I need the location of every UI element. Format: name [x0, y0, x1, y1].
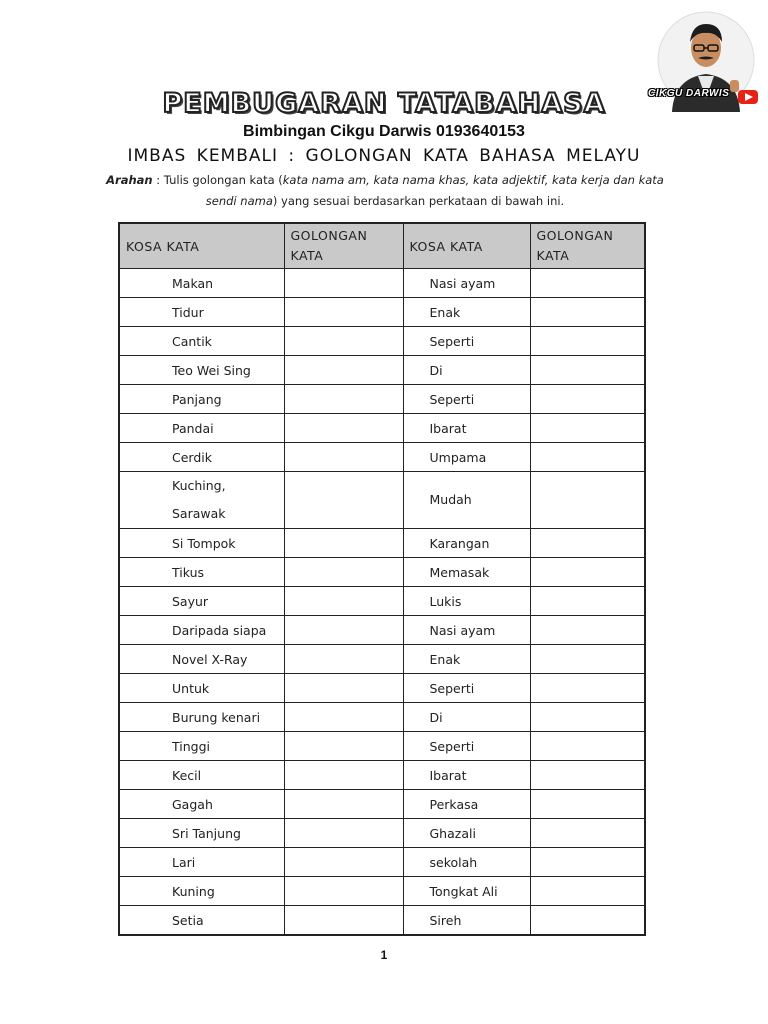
kosa-kata-cell: Ibarat	[403, 761, 530, 790]
page-subtitle: Bimbingan Cikgu Darwis 0193640153	[243, 123, 525, 140]
golongan-kata-answer-cell[interactable]	[530, 356, 645, 385]
golongan-kata-answer-cell[interactable]	[284, 414, 403, 443]
golongan-kata-answer-cell[interactable]	[530, 472, 645, 529]
kosa-kata-cell: Kuching, Sarawak	[119, 472, 284, 529]
kosa-kata-cell: Seperti	[403, 327, 530, 356]
kosa-kata-cell: Sireh	[403, 906, 530, 936]
kosa-kata-cell: Tikus	[119, 558, 284, 587]
table-row	[119, 703, 645, 732]
table-row	[119, 848, 645, 877]
kosa-kata-cell: Tinggi	[119, 732, 284, 761]
table-row	[119, 472, 645, 529]
kosa-kata-cell: Cerdik	[119, 443, 284, 472]
golongan-kata-answer-cell[interactable]	[530, 906, 645, 936]
kosa-kata-cell: Lukis	[403, 587, 530, 616]
table-row	[119, 732, 645, 761]
instruction-label: Arahan	[106, 173, 153, 187]
kosa-kata-cell: Cantik	[119, 327, 284, 356]
table-header-row	[119, 223, 645, 269]
kosa-kata-cell: Di	[403, 356, 530, 385]
kosa-kata-cell: Daripada siapa	[119, 616, 284, 645]
kosa-kata-cell: Novel X-Ray	[119, 645, 284, 674]
kosa-kata-cell: Karangan	[403, 529, 530, 558]
golongan-kata-answer-cell[interactable]	[284, 356, 403, 385]
kosa-kata-cell: Memasak	[403, 558, 530, 587]
table-row	[119, 443, 645, 472]
golongan-kata-answer-cell[interactable]	[530, 674, 645, 703]
kosa-kata-cell: Seperti	[403, 385, 530, 414]
header-golongan-kata-1: GOLONGAN KATA	[284, 223, 403, 269]
golongan-kata-answer-cell[interactable]	[530, 269, 645, 298]
golongan-kata-answer-cell[interactable]	[530, 616, 645, 645]
golongan-kata-answer-cell[interactable]	[284, 703, 403, 732]
kosa-kata-cell: Tidur	[119, 298, 284, 327]
kosa-kata-cell: Setia	[119, 906, 284, 936]
golongan-kata-answer-cell[interactable]	[284, 761, 403, 790]
table-row	[119, 385, 645, 414]
golongan-kata-answer-cell[interactable]	[284, 298, 403, 327]
golongan-kata-answer-cell[interactable]	[530, 848, 645, 877]
golongan-kata-answer-cell[interactable]	[530, 327, 645, 356]
table-row	[119, 761, 645, 790]
golongan-kata-answer-cell[interactable]	[284, 732, 403, 761]
word-class-table	[118, 222, 646, 936]
table-row	[119, 819, 645, 848]
golongan-kata-answer-cell[interactable]	[530, 732, 645, 761]
golongan-kata-answer-cell[interactable]	[530, 703, 645, 732]
golongan-kata-answer-cell[interactable]	[530, 790, 645, 819]
table-row	[119, 674, 645, 703]
table-row	[119, 587, 645, 616]
golongan-kata-answer-cell[interactable]	[284, 848, 403, 877]
golongan-kata-answer-cell[interactable]	[284, 327, 403, 356]
table-row	[119, 877, 645, 906]
kosa-kata-cell: Enak	[403, 298, 530, 327]
golongan-kata-answer-cell[interactable]	[284, 385, 403, 414]
instruction-part2: ) yang sesuai berdasarkan perkataan di bawah ini.	[272, 194, 565, 208]
golongan-kata-answer-cell[interactable]	[530, 877, 645, 906]
golongan-kata-answer-cell[interactable]	[284, 819, 403, 848]
table-row	[119, 327, 645, 356]
golongan-kata-answer-cell[interactable]	[530, 761, 645, 790]
kosa-kata-cell: Kuning	[119, 877, 284, 906]
golongan-kata-answer-cell[interactable]	[284, 269, 403, 298]
table-row	[119, 414, 645, 443]
golongan-kata-answer-cell[interactable]	[530, 443, 645, 472]
page-number: 1	[380, 948, 388, 962]
page-title: PEMBUGARAN TATABAHASA	[162, 88, 606, 119]
kosa-kata-cell: Umpama	[403, 443, 530, 472]
golongan-kata-answer-cell[interactable]	[284, 790, 403, 819]
kosa-kata-cell: Seperti	[403, 674, 530, 703]
table-row	[119, 298, 645, 327]
kosa-kata-cell: Makan	[119, 269, 284, 298]
table-row	[119, 269, 645, 298]
golongan-kata-answer-cell[interactable]	[284, 529, 403, 558]
header-kosa-kata-1: KOSA KATA	[119, 223, 284, 269]
golongan-kata-answer-cell[interactable]	[530, 645, 645, 674]
kosa-kata-cell: Tongkat Ali	[403, 877, 530, 906]
kosa-kata-cell: Kecil	[119, 761, 284, 790]
kosa-kata-cell: Perkasa	[403, 790, 530, 819]
header-kosa-kata-2: KOSA KATA	[403, 223, 530, 269]
kosa-kata-cell: Pandai	[119, 414, 284, 443]
golongan-kata-answer-cell[interactable]	[530, 587, 645, 616]
golongan-kata-answer-cell[interactable]	[284, 587, 403, 616]
kosa-kata-cell: Gagah	[119, 790, 284, 819]
table-row	[119, 356, 645, 385]
table-row	[119, 645, 645, 674]
golongan-kata-answer-cell[interactable]	[530, 298, 645, 327]
kosa-kata-cell: Sri Tanjung	[119, 819, 284, 848]
instruction-text	[90, 170, 680, 212]
table-row	[119, 558, 645, 587]
kosa-kata-cell: Ibarat	[403, 414, 530, 443]
golongan-kata-answer-cell[interactable]	[530, 414, 645, 443]
golongan-kata-answer-cell[interactable]	[530, 819, 645, 848]
kosa-kata-cell: Nasi ayam	[403, 616, 530, 645]
kosa-kata-cell: Panjang	[119, 385, 284, 414]
golongan-kata-answer-cell[interactable]	[530, 385, 645, 414]
golongan-kata-answer-cell[interactable]	[284, 558, 403, 587]
kosa-kata-cell: Di	[403, 703, 530, 732]
instruction-kinds: kata nama am, kata nama khas, kata adjektif, kata kerja dan kata sendi nama	[205, 173, 664, 208]
logo-text: CIKGU DARWIS	[648, 88, 730, 99]
golongan-kata-answer-cell[interactable]	[530, 558, 645, 587]
table-row	[119, 529, 645, 558]
section-heading: IMBAS KEMBALI : GOLONGAN KATA BAHASA MELAYU	[127, 146, 641, 166]
kosa-kata-cell: Enak	[403, 645, 530, 674]
kosa-kata-cell: Untuk	[119, 674, 284, 703]
golongan-kata-answer-cell[interactable]	[284, 674, 403, 703]
kosa-kata-cell: Nasi ayam	[403, 269, 530, 298]
kosa-kata-cell: Si Tompok	[119, 529, 284, 558]
kosa-kata-cell: Sayur	[119, 587, 284, 616]
golongan-kata-answer-cell[interactable]	[284, 877, 403, 906]
kosa-kata-cell: Lari	[119, 848, 284, 877]
golongan-kata-answer-cell[interactable]	[284, 443, 403, 472]
kosa-kata-cell: sekolah	[403, 848, 530, 877]
kosa-kata-cell: Mudah	[403, 472, 530, 529]
golongan-kata-answer-cell[interactable]	[284, 472, 403, 529]
table-row	[119, 790, 645, 819]
instruction-part1: : Tulis golongan kata (	[152, 173, 283, 187]
golongan-kata-answer-cell[interactable]	[284, 906, 403, 936]
golongan-kata-answer-cell[interactable]	[284, 645, 403, 674]
table-row	[119, 616, 645, 645]
kosa-kata-cell: Seperti	[403, 732, 530, 761]
table-row	[119, 906, 645, 936]
header-golongan-kata-2: GOLONGAN KATA	[530, 223, 645, 269]
golongan-kata-answer-cell[interactable]	[530, 529, 645, 558]
kosa-kata-cell: Ghazali	[403, 819, 530, 848]
kosa-kata-cell: Teo Wei Sing	[119, 356, 284, 385]
kosa-kata-cell: Burung kenari	[119, 703, 284, 732]
golongan-kata-answer-cell[interactable]	[284, 616, 403, 645]
